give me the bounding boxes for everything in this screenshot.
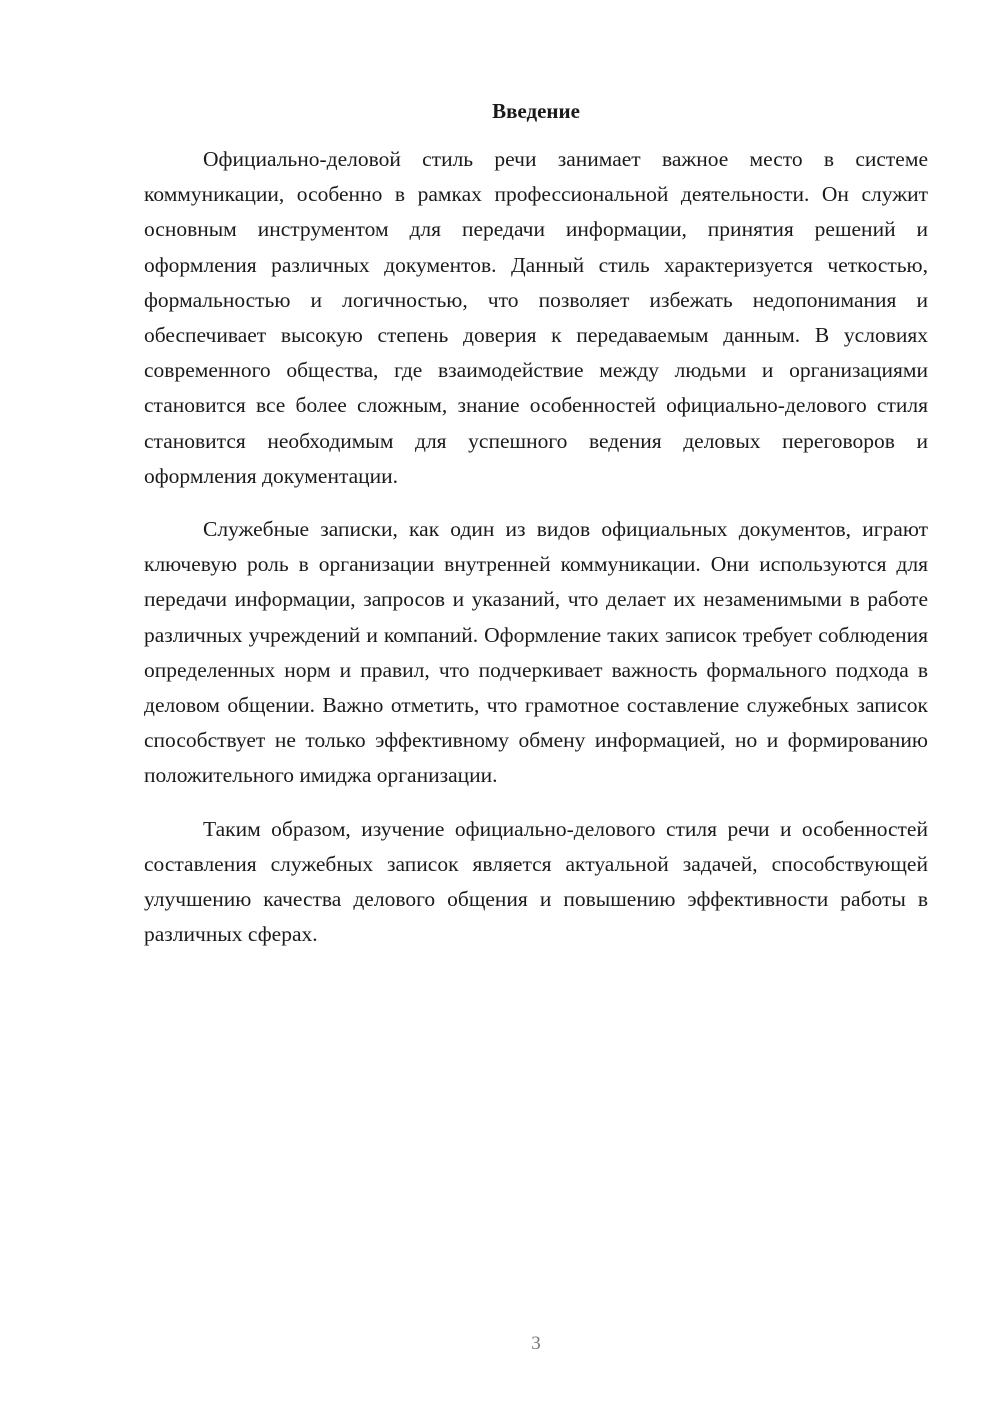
paragraph-memos: Служебные записки, как один из видов официальных документов, играют ключевую роль в организации внутренней коммуникации. Они используются для передачи информации, запросов и указаний, что делает их незаменимыми в работе различных учреждений и компаний. Оформление таких записок требует соблюдения определенных норм и правил, что подчеркивает важность формального подхода в деловом общении. Важно отметить, что грамотное составление служебных записок способствует не только эффективному обмену информацией, но и формированию положительного имиджа организации. bbox=[144, 517, 928, 788]
document-body bbox=[144, 142, 928, 970]
page-title: Введение bbox=[492, 99, 580, 123]
page-number: 3 bbox=[531, 1333, 541, 1354]
paragraph-intro: Официально-деловой стиль речи занимает важное место в системе коммуникации, особенно в рамках профессиональной деятельности. Он служит основным инструментом для передачи информации, принятия решений и оформления различных документов. Данный стиль характеризуется четкостью, формальностью и логичностью, что позволяет избежать недопонимания и обеспечивает высокую степень доверия к передаваемым данным. В условиях современного общества, где взаимодействие между людьми и организациями становится все более сложным, знание особенностей официально-делового стиля становится необходимым для успешного ведения деловых переговоров и оформления документации. bbox=[144, 147, 928, 488]
paragraph-conclusion: Таким образом, изучение официально-делового стиля речи и особенностей составления служебных записок является актуальной задачей, способствующей улучшению качества делового общения и повышению эффективности работы в различных сферах. bbox=[144, 816, 928, 947]
